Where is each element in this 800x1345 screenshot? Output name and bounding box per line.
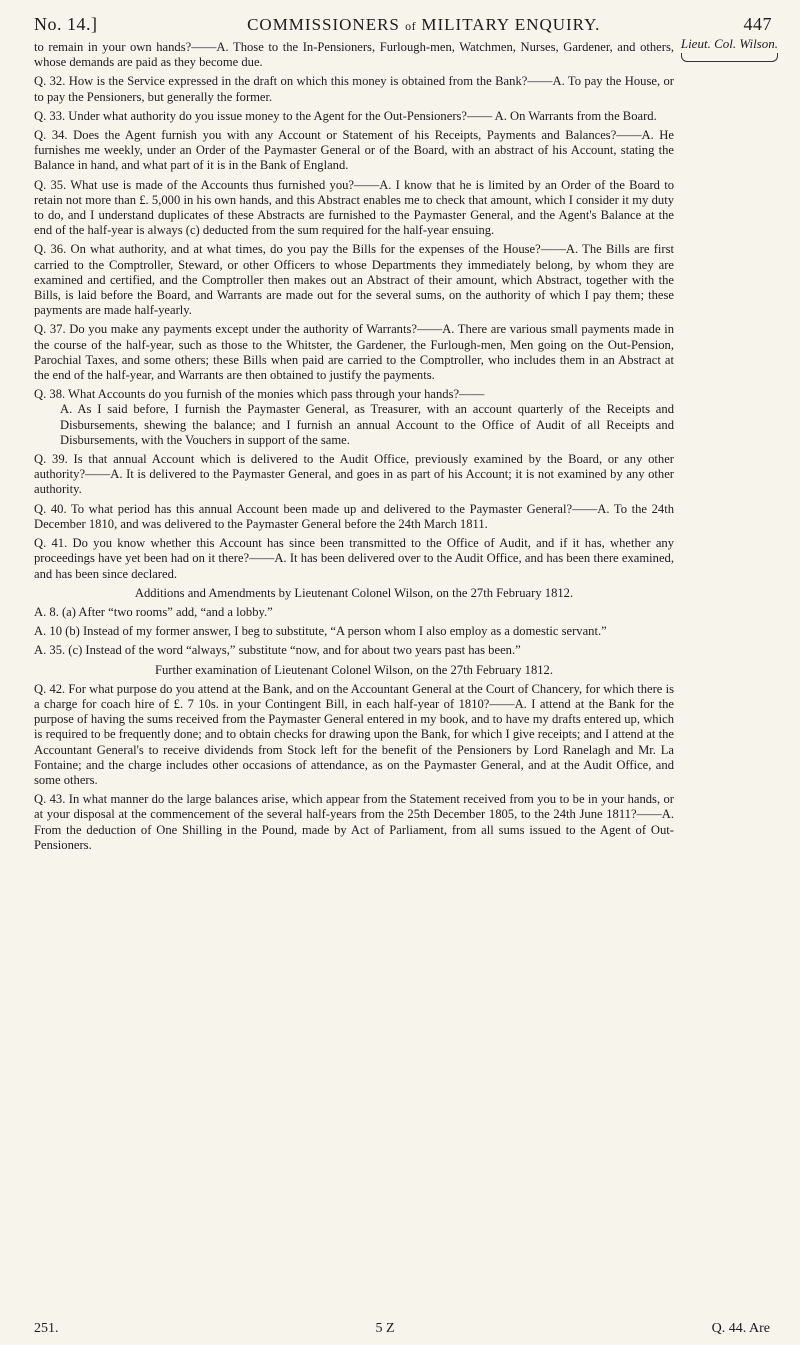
- title-rest: MILITARY ENQUIRY.: [421, 15, 601, 34]
- running-title: [247, 15, 600, 35]
- paragraph: Q. 35. What use is made of the Accounts thus furnished you?——A. I know that he is limited by an Order of the Board to retain not more than £. 5,000 in his own hands, and this Abstract enables me to check that amount, which I consider it my duty to do, and I understand duplicates of these Abstracts are furnished to the Paymaster General, and the Agent's Balance at the end of the half-year is always (c) deducted from the sum required for the half-year ensuing.: [34, 177, 674, 238]
- body-text: [34, 40, 674, 853]
- paragraph: Q. 38. What Accounts do you furnish of the monies which pass through your hands?——: [34, 387, 485, 402]
- paragraph: Q. 34. Does the Agent furnish you with any Account or Statement of his Receipts, Payments and Balances?——A. He furnishes me weekly, under an Order of the Paymaster General or of the Board, with an abstract of his Account, stating the Balance in hand, and what part of it is in the Bank of England.: [34, 128, 674, 173]
- page-footer: [34, 1321, 770, 1337]
- paragraph: to remain in your own hands?——A. Those to the In-Pensioners, Furlough-men, Watchmen, Nurses, Gardener, and others, whose demands are paid as they become due.: [34, 40, 674, 70]
- witness-name: Lieut. Col. Wilson.: [680, 36, 778, 51]
- title-of: of: [405, 19, 417, 33]
- paragraph: Q. 33. Under what authority do you issue money to the Agent for the Out-Pensioners?—— A. On Warrants from the Board.: [34, 108, 657, 123]
- brace-mark: [681, 53, 778, 62]
- paragraph: Q. 41. Do you know whether this Account has since been transmitted to the Office of Audit, and if it has, whether any proceedings have yet been had on it there?——A. It has been delivered over to the Audit Office, and has been there examined, and has been since declared.: [34, 536, 674, 581]
- paragraph: Q. 37. Do you make any payments except under the authority of Warrants?——A. There are various small payments made in the course of the half-year, such as those to the Whitster, the Gardener, the Furlough-men, Men going on the Out-Pension, Parochial Taxes, and some others; these Bills when paid are carried to the Comptroller, who includes them in an Abstract at the end of the half-year, and Warrants are then obtained to justify the payments.: [34, 322, 674, 383]
- paragraph: A. 35. (c) Instead of the word “always,” substitute “now, and for about two years past has been.”: [34, 643, 521, 658]
- paragraph: Q. 43. In what manner do the large balances arise, which appear from the Statement received from you to be in your hands, or at your disposal at the commencement of the several half-years from the 25th December 1805, to the 24th June 1811?——A. From the deduction of One Shilling in the Pound, made by Act of Parliament, from all sums issued to the Agent of Out-Pensioners.: [34, 792, 674, 852]
- running-header: [34, 14, 772, 36]
- signature-mark: 5 Z: [375, 1321, 395, 1336]
- paragraph: Q. 39. Is that annual Account which is delivered to the Audit Office, previously examined by the Board, or any other authority?——A. It is delivered to the Paymaster General, and goes in as part of his Account; it is not examined by any other authority.: [34, 452, 674, 497]
- paragraph: A. 8. (a) After “two rooms” add, “and a lobby.”: [34, 604, 273, 619]
- witness-sidenote: [681, 36, 778, 62]
- title-main: COMMISSIONERS: [247, 15, 400, 34]
- section-heading: Additions and Amendments by Lieutenant Colonel Wilson, on the 27th February 1812.: [134, 585, 574, 600]
- catchword: Q. 44. Are: [711, 1321, 770, 1336]
- issue-number: No. 14.]: [34, 14, 98, 34]
- footer-number: 251.: [34, 1321, 59, 1336]
- paragraph: Q. 40. To what period has this annual Account been made up and delivered to the Paymaster General?——A. To the 24th December 1810, and was delivered to the Paymaster General before the 24th March 1811.: [34, 501, 674, 531]
- paragraph: A. 10 (b) Instead of my former answer, I beg to substitute, “A person whom I also employ as a domestic servant.”: [34, 624, 607, 639]
- paragraph: Q. 32. How is the Service expressed in the draft on which this money is obtained from the Bank?——A. To pay the House, or to pay the Pensioners, but generally the former.: [34, 74, 674, 104]
- paragraph: A. As I said before, I furnish the Paymaster General, as Treasurer, with an account quarterly of the Receipts and Disbursements, shewing the balance; and I furnish an annual Account to the Office of Audit of all Receipts and Disbursements, with the Vouchers in support of the same.: [60, 402, 674, 447]
- paragraph: Q. 36. On what authority, and at what times, do you pay the Bills for the expenses of the House?——A. The Bills are first carried to the Comptroller, Steward, or other Officers to whose Departments they immediately belong, by whom they are examined and certified, and the Comptroller then makes out an Abstract of their amount, which Abstract, together with the Bills, is laid before the Board, and Warrants are made out for the several sums, on the authority of which I pay them; these payments are made half-yearly.: [34, 242, 674, 318]
- paragraph: Q. 42. For what purpose do you attend at the Bank, and on the Accountant General at the Court of Chancery, for which there is a charge for coach hire of £. 7 10s. in your Contingent Bill, in each half-year of 1810?——A. I attend at the Bank for the purpose of having the sums received from the Paymaster General entered in my book, and to have my drafts entered up, which is required to be frequently done; and to obtain checks for drawing upon the Bank, for which I give receipts; and I attend at the Accountant General's to receive dividends from Stock left for the benefit of the Pensioners by Lord Ranelagh and Mr. La Fontaine; and the charge includes other occasions of attendance, as on the Paymaster General, and at the Audit Office, and some others.: [34, 681, 674, 787]
- section-heading: Further examination of Lieutenant Colonel Wilson, on the 27th February 1812.: [155, 662, 553, 677]
- page-number: 447: [743, 14, 772, 34]
